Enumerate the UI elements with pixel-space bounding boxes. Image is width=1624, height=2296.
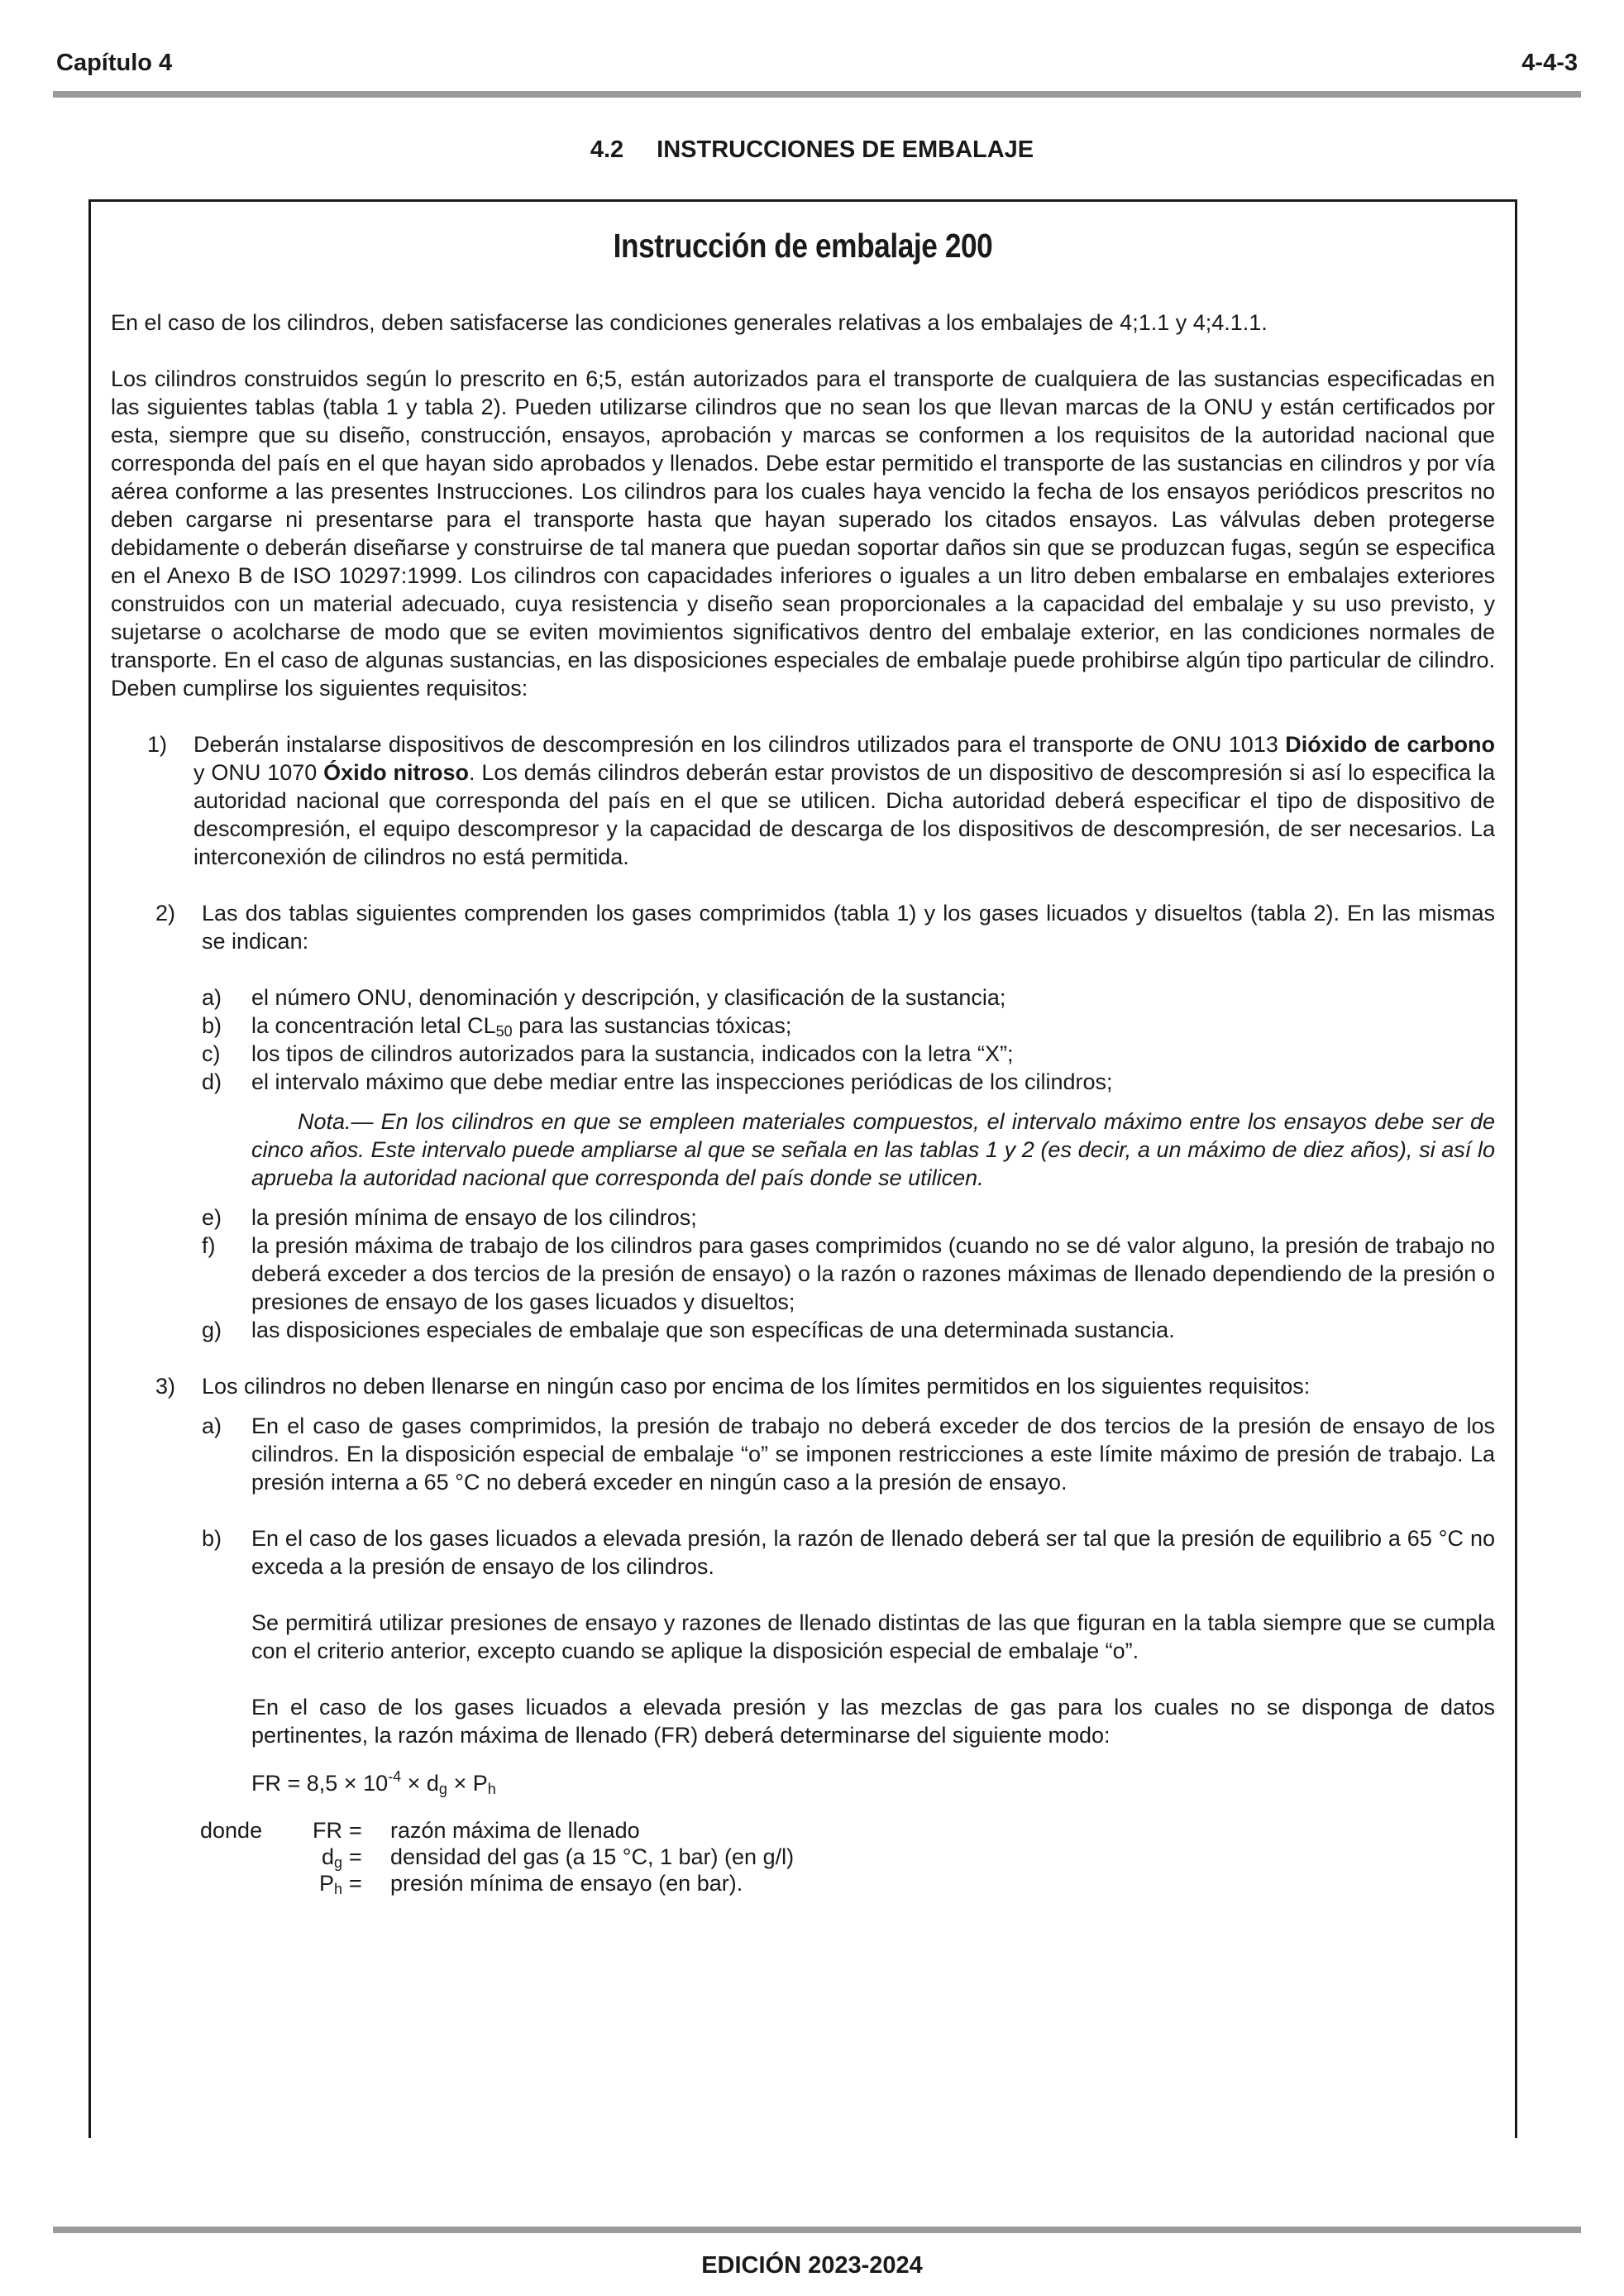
requirement-3-text: Los cilindros no deben llenarse en ningún caso por encima de los límites permitidos en los siguientes requisitos: (202, 1374, 1311, 1399)
req3-item-b-body (251, 1524, 1495, 1797)
req1-text-c: . Los demás cilindros deberán estar provistos de un dispositivo de descompresión si así lo especifica la autoridad nacional que corresponda del país en el que se utilicen. Dicha autoridad deberá especificar el tipo de dispositivo de descompresión, el equipo descompresor y la capacidad de descarga de los dispositivos de descompresión, de ser necesarios. La interconexión de cilindros no está permitida. (193, 760, 1496, 869)
list-text: los tipos de cilindros autorizados para la sustancia, indicados con la letra “X”; (251, 1041, 1014, 1066)
box-content (111, 309, 1495, 1897)
legend-var-text: P (318, 1871, 334, 1896)
requirement-3-body (202, 1372, 1495, 1897)
legend-equals: = (349, 1818, 362, 1843)
list-item-g (202, 1316, 1495, 1344)
list-item-c (202, 1040, 1495, 1068)
legend-equals: = (349, 1844, 362, 1869)
requirement-2-text: Las dos tablas siguientes comprenden los gases comprimidos (tabla 1) y los gases licuados y disueltos (tabla 2). En las mismas se indican: (202, 901, 1495, 954)
requirement-2-number: 2) (155, 901, 176, 926)
section-number: 4.2 (590, 136, 624, 163)
list-letter: b) (202, 1526, 222, 1551)
list-letter: c) (202, 1041, 221, 1066)
requirement-1-text (193, 730, 1495, 871)
list-text: En el caso de gases comprimidos, la presión de trabajo no deberá exceder de dos tercios de la presión de ensayo de los cilindros. En la disposición especial de embalaje “o” se imponen restricciones a este límite máximo de presión de trabajo. La presión interna a 65 °C no deberá exceder en ningún caso a la presión de ensayo. (251, 1413, 1495, 1495)
list-item-a (202, 983, 1495, 1012)
requirement-2 (111, 899, 1495, 1344)
list-letter: a) (202, 1413, 222, 1438)
formula-exponent: -4 (388, 1768, 402, 1785)
subscript: 50 (495, 1023, 513, 1040)
formula-part: × d (401, 1771, 439, 1796)
legend-label: donde (200, 1818, 263, 1843)
list-letter: a) (202, 985, 222, 1010)
list-text-part: la concentración letal CL (251, 1013, 496, 1038)
section-title: INSTRUCCIONES DE EMBALAJE (657, 136, 1034, 163)
legend-var-subscript: g (333, 1854, 342, 1871)
req3-item-b (202, 1524, 1495, 1797)
list-text: las disposiciones especiales de embalaje que son específicas de una determinada sustancia. (251, 1318, 1175, 1342)
legend-var (308, 1870, 349, 1897)
requirement-3-number: 3) (155, 1374, 176, 1399)
requirement-3 (111, 1372, 1495, 1897)
legend-var (308, 1844, 349, 1870)
list-item-f (202, 1232, 1495, 1316)
footer-rule (53, 2227, 1581, 2233)
page-number: 4-4-3 (1521, 50, 1578, 76)
list-letter: f) (202, 1233, 216, 1258)
list-letter: b) (202, 1013, 222, 1038)
edition-footer: EDICIÓN 2023-2024 (701, 2252, 923, 2279)
main-paragraph: Los cilindros construidos según lo prescrito en 6;5, están autorizados para el transporte de cualquiera de las sustancias especificadas en las siguientes tablas (tabla 1 y tabla 2). Pueden utilizarse cilindros que no sean los que llevan marcas de la ONU y están certificados por esta, siempre que su diseño, construcción, ensayos, aprobación y marcas se conformen a los requisitos de la autoridad nacional que corresponda del país en el que hayan sido aprobados y llenados. Debe estar permitido el transporte de las sustancias en cilindros y por vía aérea conforme a las presentes Instrucciones. Los cilindros para los cuales haya vencido la fecha de los ensayos periódicos prescritos no deben cargarse ni presentarse para el transporte hasta que hayan superado los citados ensayos. Las válvulas deben protegerse debidamente o deberán diseñarse y construirse de tal manera que puedan soportar daños sin que se produzcan fugas, según se especifica en el Anexo B de ISO 10297:1999. Los cilindros con capacidades inferiores o iguales a un litro deben embalarse en embalajes exteriores construidos con un material adecuado, cuya resistencia y diseño sean proporcionales a la capacidad del embalaje y su uso previsto, y sujetarse o acolcharse de modo que se eviten movimientos significativos dentro del embalaje exterior, en las condiciones normales de transporte. En el caso de algunas sustancias, en las disposiciones especiales de embalaje puede prohibirse algún tipo particular de cilindro. Deben cumplirse los siguientes requisitos: (111, 366, 1495, 701)
list-item-b (202, 1012, 1495, 1040)
note-paragraph: Nota.— En los cilindros en que se empleen materiales compuestos, el intervalo máximo entre los ensayos debe ser de cinco años. Este intervalo puede ampliarse al que se señala en las tablas 1 y 2 (es decir, a un máximo de diez años), si así lo aprueba la autoridad nacional que corresponda del país donde se utilicen. (251, 1109, 1495, 1190)
formula-subscript: h (487, 1781, 496, 1797)
req1-text-a: Deberán instalarse dispositivos de descompresión en los cilindros utilizados para el transporte de ONU 1013 (193, 732, 1286, 757)
formula-part: FR = 8,5 × 10 (251, 1771, 389, 1796)
header-rule (53, 91, 1581, 98)
legend-var (308, 1817, 349, 1844)
list-text: el intervalo máximo que debe mediar entre las inspecciones periódicas de los cilindros; (251, 1069, 1113, 1094)
list-text: el número ONU, denominación y descripción, y clasificación de la sustancia; (251, 985, 1006, 1010)
req1-bold-n2o: Óxido nitroso (323, 760, 470, 785)
legend-var-subscript: h (333, 1881, 342, 1897)
req3-item-a (202, 1412, 1495, 1496)
requirement-1-number: 1) (147, 732, 168, 757)
requirement-2-list (202, 983, 1495, 1096)
legend-var-text: d (321, 1844, 334, 1869)
req3-b-paragraph-2: Se permitirá utilizar presiones de ensayo y razones de llenado distintas de las que figuran en la tabla siempre que se cumpla con el criterio anterior, excepto cuando se aplique la disposición especial de embalaje “o”. (251, 1610, 1495, 1663)
formula-part: × P (447, 1771, 488, 1796)
req1-bold-co2: Dióxido de carbono (1285, 732, 1495, 757)
list-text: la presión mínima de ensayo de los cilindros; (251, 1205, 697, 1230)
requirement-1 (111, 730, 1495, 871)
section-heading (0, 136, 1624, 164)
intro-paragraph: En el caso de los cilindros, deben satisfacerse las condiciones generales relativas a los embalajes de 4;1.1 y 4;4.1.1. (111, 310, 1268, 335)
requirement-2-list-cont (202, 1203, 1495, 1344)
formula-legend (200, 1817, 1495, 1897)
list-text-part: para las sustancias tóxicas; (512, 1013, 792, 1038)
list-letter: e) (202, 1205, 222, 1230)
formula-subscript: g (438, 1781, 447, 1797)
req3-b-paragraph-1: En el caso de los gases licuados a elevada presión, la razón de llenado deberá ser tal que la presión de equilibrio a 65 °C no exceda a la presión de ensayo de los cilindros. (251, 1526, 1495, 1579)
list-letter: g) (202, 1318, 222, 1342)
legend-var-text: FR (313, 1818, 342, 1843)
list-item-e (202, 1203, 1495, 1232)
fill-ratio-formula (251, 1769, 1495, 1797)
legend-description: razón máxima de llenado (390, 1818, 640, 1843)
legend-equals: = (349, 1871, 362, 1896)
list-letter: d) (202, 1069, 222, 1094)
requirement-2-body (202, 899, 1495, 1344)
packing-instruction-box (88, 199, 1517, 2138)
req1-text-b: y ONU 1070 (193, 760, 324, 785)
list-item-d (202, 1068, 1495, 1096)
list-text (251, 1012, 1495, 1040)
box-title: Instrucción de embalaje 200 (613, 227, 993, 265)
legend-description: densidad del gas (a 15 °C, 1 bar) (en g/l) (390, 1844, 795, 1869)
list-text: la presión máxima de trabajo de los cilindros para gases comprimidos (cuando no se dé valor alguno, la presión de trabajo no deberá exceder a dos tercios de la presión de ensayo) o la razón o razones máximas de llenado dependiendo de la presión o presiones de ensayo de los gases licuados y disueltos; (251, 1233, 1495, 1314)
chapter-label: Capítulo 4 (56, 50, 173, 76)
req3-b-paragraph-3: En el caso de los gases licuados a elevada presión y las mezclas de gas para los cuales no se disponga de datos pertinentes, la razón máxima de llenado (FR) deberá determinarse del siguiente modo: (251, 1695, 1495, 1748)
legend-description: presión mínima de ensayo (en bar). (390, 1871, 743, 1896)
